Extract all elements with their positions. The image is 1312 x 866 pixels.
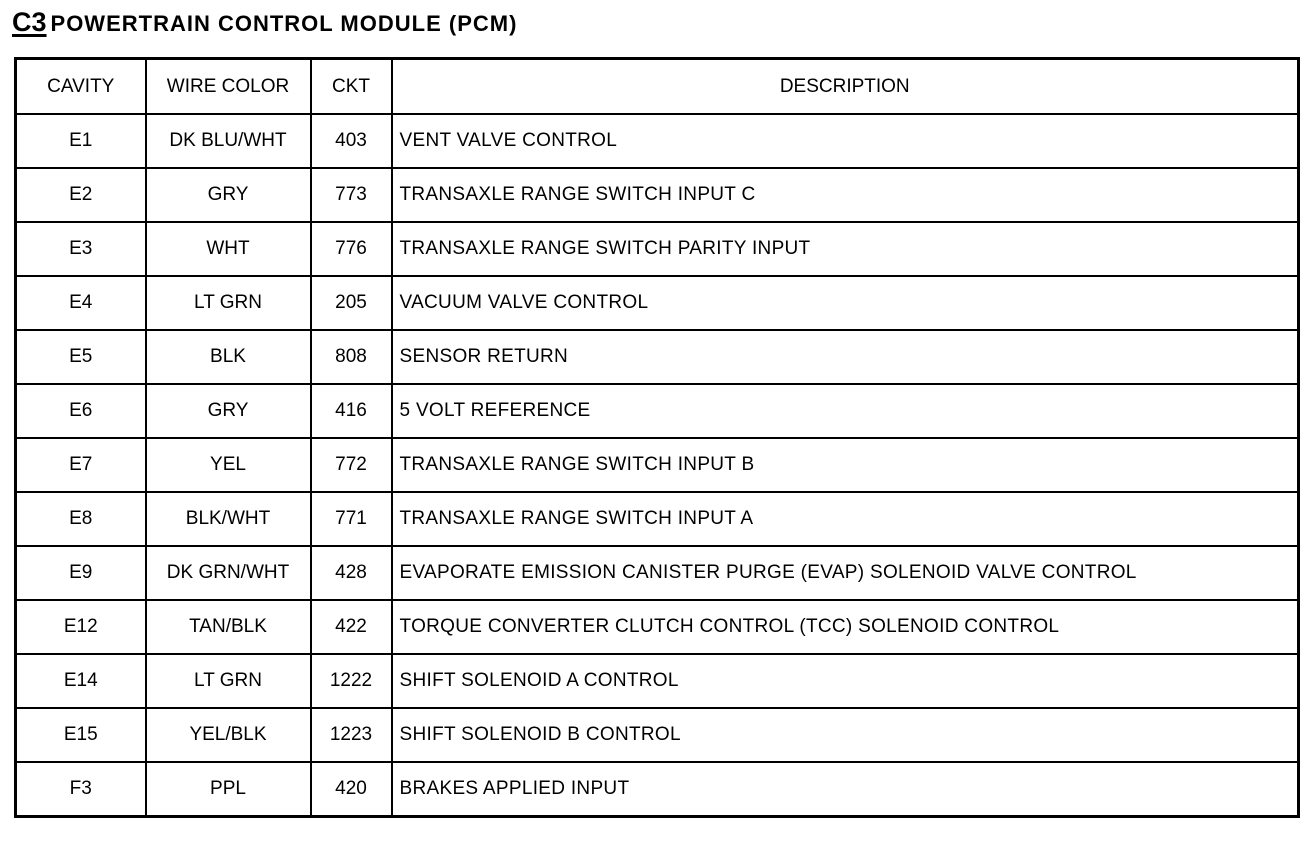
table-row [16,276,1299,330]
table-row [16,168,1299,222]
cavity-cell: E2 [16,168,146,222]
description-cell: 5 VOLT REFERENCE [392,384,1299,438]
description-cell: SENSOR RETURN [392,330,1299,384]
table-row [16,600,1299,654]
wire-color-cell: DK GRN/WHT [146,546,311,600]
table-row [16,384,1299,438]
column-header-ckt: CKT [311,59,392,115]
ckt-cell: 403 [311,114,392,168]
wire-color-cell: WHT [146,222,311,276]
ckt-cell: 772 [311,438,392,492]
page-title [12,4,517,38]
description-cell: TRANSAXLE RANGE SWITCH INPUT C [392,168,1299,222]
table-row [16,546,1299,600]
ckt-cell: 416 [311,384,392,438]
description-cell: SHIFT SOLENOID A CONTROL [392,654,1299,708]
module-title: POWERTRAIN CONTROL MODULE (PCM) [50,11,518,36]
ckt-cell: 776 [311,222,392,276]
cavity-cell: E4 [16,276,146,330]
wire-color-cell: DK BLU/WHT [146,114,311,168]
table-row [16,222,1299,276]
description-cell: BRAKES APPLIED INPUT [392,762,1299,817]
cavity-cell: E7 [16,438,146,492]
table-row [16,708,1299,762]
ckt-cell: 773 [311,168,392,222]
table-row [16,438,1299,492]
wire-color-cell: LT GRN [146,654,311,708]
ckt-cell: 205 [311,276,392,330]
cavity-cell: E15 [16,708,146,762]
ckt-cell: 771 [311,492,392,546]
wire-color-cell: PPL [146,762,311,817]
ckt-cell: 422 [311,600,392,654]
cavity-cell: E14 [16,654,146,708]
wire-color-cell: BLK/WHT [146,492,311,546]
cavity-cell: F3 [16,762,146,817]
table-header-row [16,59,1299,115]
description-cell: VENT VALVE CONTROL [392,114,1299,168]
connector-code: C3 [12,7,47,37]
wire-color-cell: GRY [146,168,311,222]
description-cell: SHIFT SOLENOID B CONTROL [392,708,1299,762]
table-row [16,330,1299,384]
cavity-cell: E12 [16,600,146,654]
ckt-cell: 428 [311,546,392,600]
cavity-cell: E3 [16,222,146,276]
table-row [16,654,1299,708]
wire-color-cell: YEL [146,438,311,492]
description-cell: TRANSAXLE RANGE SWITCH PARITY INPUT [392,222,1299,276]
description-cell: TRANSAXLE RANGE SWITCH INPUT B [392,438,1299,492]
wire-color-cell: YEL/BLK [146,708,311,762]
cavity-cell: E1 [16,114,146,168]
wire-color-cell: BLK [146,330,311,384]
table-row [16,114,1299,168]
description-cell: EVAPORATE EMISSION CANISTER PURGE (EVAP) SOLENOID VALVE CONTROL [392,546,1299,600]
cavity-cell: E8 [16,492,146,546]
column-header-description: DESCRIPTION [392,59,1299,115]
cavity-cell: E9 [16,546,146,600]
ckt-cell: 1223 [311,708,392,762]
ckt-cell: 420 [311,762,392,817]
pinout-table [14,57,1300,818]
description-cell: TRANSAXLE RANGE SWITCH INPUT A [392,492,1299,546]
cavity-cell: E5 [16,330,146,384]
wire-color-cell: TAN/BLK [146,600,311,654]
description-cell: TORQUE CONVERTER CLUTCH CONTROL (TCC) SOLENOID CONTROL [392,600,1299,654]
column-header-cavity: CAVITY [16,59,146,115]
table-row [16,492,1299,546]
column-header-wire-color: WIRE COLOR [146,59,311,115]
wire-color-cell: LT GRN [146,276,311,330]
cavity-cell: E6 [16,384,146,438]
description-cell: VACUUM VALVE CONTROL [392,276,1299,330]
wire-color-cell: GRY [146,384,311,438]
table-row [16,762,1299,817]
ckt-cell: 808 [311,330,392,384]
ckt-cell: 1222 [311,654,392,708]
